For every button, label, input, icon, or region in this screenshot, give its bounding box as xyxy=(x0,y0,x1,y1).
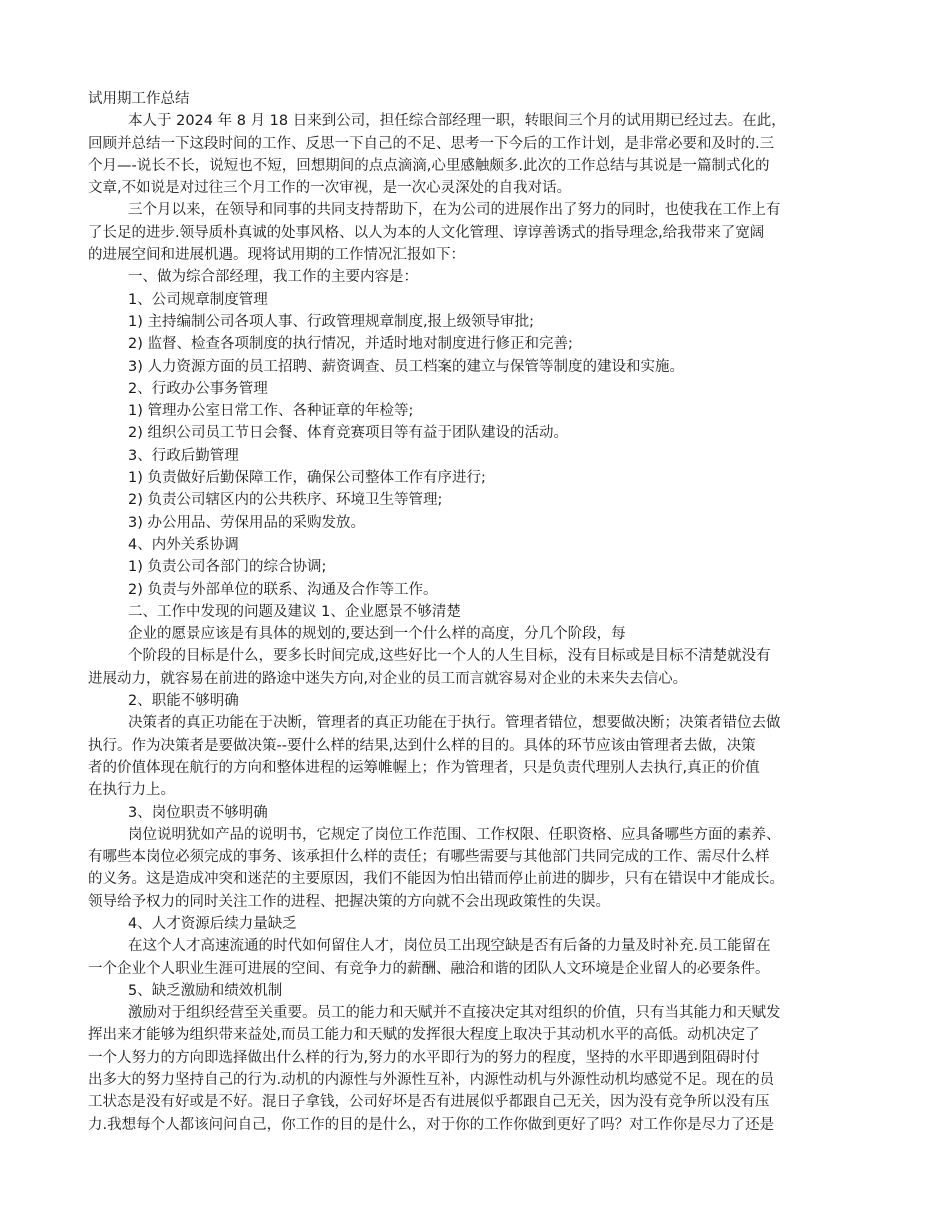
text-line: 2) 负责与外部单位的联系、沟通及合作等工作。 xyxy=(128,581,438,598)
text-line: 挥出来才能够为组织带来益处,而员工能力和天赋的发挥很大程度上取决于其动机水平的高低。动机决定了 xyxy=(88,1027,760,1044)
text-line: 在这个人才高速流通的时代如何留住人才，岗位员工出现空缺是否有后备的力量及时补充.员工能留在 xyxy=(128,938,771,955)
text-line: 进展动力，就容易在前进的路途中迷失方向,对企业的员工而言就容易对企业的未来失去信心。 xyxy=(88,670,688,687)
text-line: 1) 负责公司各部门的综合协调; xyxy=(128,559,327,576)
text-line: 出多大的努力坚持自己的行为.动机的内源性与外源性互补，内源性动机与外源性动机均感觉不足。现在的员 xyxy=(88,1072,775,1089)
text-line: 决策者的真正功能在于决断，管理者的真正功能在于执行。管理者错位，想要做决断；决策者错位去做 xyxy=(128,715,781,732)
text-line: 的进展空间和进展机遇。现将试用期的工作情况汇报如下： xyxy=(88,247,465,264)
text-line: 激励对于组织经营至关重要。员工的能力和天赋并不直接决定其对组织的价值，只有当其能力和天赋发 xyxy=(128,1005,781,1022)
text-line: 执行。作为决策者是要做决策--要什么样的结果,达到什么样的目的。具体的环节应该由管理者去做，决策 xyxy=(88,737,756,754)
text-line: 者的价值体现在航行的方向和整体进程的运筹帷幄上；作为管理者，只是负责代理别人去执行,真正的价值 xyxy=(88,759,760,776)
text-line: 3、行政后勤管理 xyxy=(128,447,239,464)
text-line: 二、工作中发现的问题及建议 1、企业愿景不够清楚 xyxy=(128,603,461,620)
text-line: 本人于 2024 年 8 月 18 日来到公司，担任综合部经理一职，转眼间三个月的试用期已经过去。在此， xyxy=(128,113,786,130)
text-line: 个月—-说长不长，说短也不短，回想期间的点点滴滴,心里感触颇多.此次的工作总结与其说是一篇制式化的 xyxy=(88,157,770,174)
text-line: 了长足的进步.领导质朴真诚的处事风格、以人为本的人文化管理、谆谆善诱式的指导理念,给我带来了宽阔 xyxy=(88,224,765,241)
text-line: 一个企业个人职业生涯可进展的空间、有竞争力的薪酬、融洽和谐的团队人文环境是企业留人的必要条件。 xyxy=(88,960,770,977)
text-line: 岗位说明犹如产品的说明书，它规定了岗位工作范围、工作权限、任职资格、应具备哪些方面的素养、 xyxy=(128,826,781,843)
text-line: 4、内外关系协调 xyxy=(128,536,239,553)
text-line: 2、职能不够明确 xyxy=(128,693,239,710)
text-line: 1) 主持编制公司各项人事、行政管理规章制度,报上级领导审批; xyxy=(128,313,534,330)
text-line: 力.我想每个人都该问问自己，你工作的目的是什么，对于你的工作你做到更好了吗？对工作你是尽力了还是 xyxy=(88,1116,775,1133)
text-line: 5、缺乏激励和绩效机制 xyxy=(128,982,283,999)
text-line: 1、公司规章制度管理 xyxy=(128,291,268,308)
document-body xyxy=(88,88,863,1136)
text-line: 的义务。这是造成冲突和迷茫的主要原因，我们不能因为怕出错而停止前进的脚步，只有在错误中才能成长。 xyxy=(88,871,784,888)
text-line: 2) 负责公司辖区内的公共秩序、环境卫生等管理; xyxy=(128,492,443,509)
text-line: 一、做为综合部经理，我工作的主要内容是： xyxy=(128,269,418,286)
text-line: 2) 组织公司员工节日会餐、体育竞赛项目等有益于团队建设的活动。 xyxy=(128,425,568,442)
text-line: 1) 负责做好后勤保障工作，确保公司整体工作有序进行; xyxy=(128,470,486,487)
text-line: 1) 管理办公室日常工作、各种证章的年检等; xyxy=(128,403,414,420)
text-line: 3) 人力资源方面的员工招聘、薪资调查、员工档案的建立与保管等制度的建设和实施。 xyxy=(128,358,684,375)
text-line: 一个人努力的方向即选择做出什么样的行为,努力的水平即行为的努力的程度，坚持的水平即遇到阻碍时付 xyxy=(88,1049,760,1066)
text-line: 回顾并总结一下这段时间的工作、反思一下自己的不足、思考一下今后的工作计划，是非常必要和及时的.三 xyxy=(88,135,775,152)
text-line: 在执行力上。 xyxy=(88,782,175,799)
text-line: 工状态是没有好或是不好。混日子拿钱，公司好坏是否有进展似乎都跟自己无关，因为没有竞争所以没有压 xyxy=(88,1094,770,1111)
text-line: 3、岗位职责不够明确 xyxy=(128,804,268,821)
text-line: 2、行政办公事务管理 xyxy=(128,380,268,397)
text-line: 4、人才资源后续力量缺乏 xyxy=(128,915,297,932)
text-line: 个阶段的目标是什么，要多长时间完成,这些好比一个人的人生目标，没有目标或是目标不清楚就没有 xyxy=(128,648,771,665)
text-line: 三个月以来，在领导和同事的共同支持帮助下，在为公司的进展作出了努力的同时，也使我在工作上有 xyxy=(128,202,781,219)
text-line: 文章,不如说是对过往三个月工作的一次审视，是一次心灵深处的自我对话。 xyxy=(88,180,572,197)
text-line: 3) 办公用品、劳保用品的采购发放。 xyxy=(128,514,365,531)
text-line: 企业的愿景应该是有具体的规划的,要达到一个什么样的高度，分几个阶段，每 xyxy=(128,626,626,643)
text-line: 有哪些本岗位必须完成的事务、该承担什么样的责任；有哪些需要与其他部门共同完成的工作、需尽什么样 xyxy=(88,849,770,866)
text-line: 领导给予权力的同时关注工作的进程、把握决策的方向就不会出现政策性的失误。 xyxy=(88,893,610,910)
text-line: 2) 监督、检查各项制度的执行情况，并适时地对制度进行修正和完善; xyxy=(128,336,573,353)
document-title: 试用期工作总结 xyxy=(88,91,190,107)
